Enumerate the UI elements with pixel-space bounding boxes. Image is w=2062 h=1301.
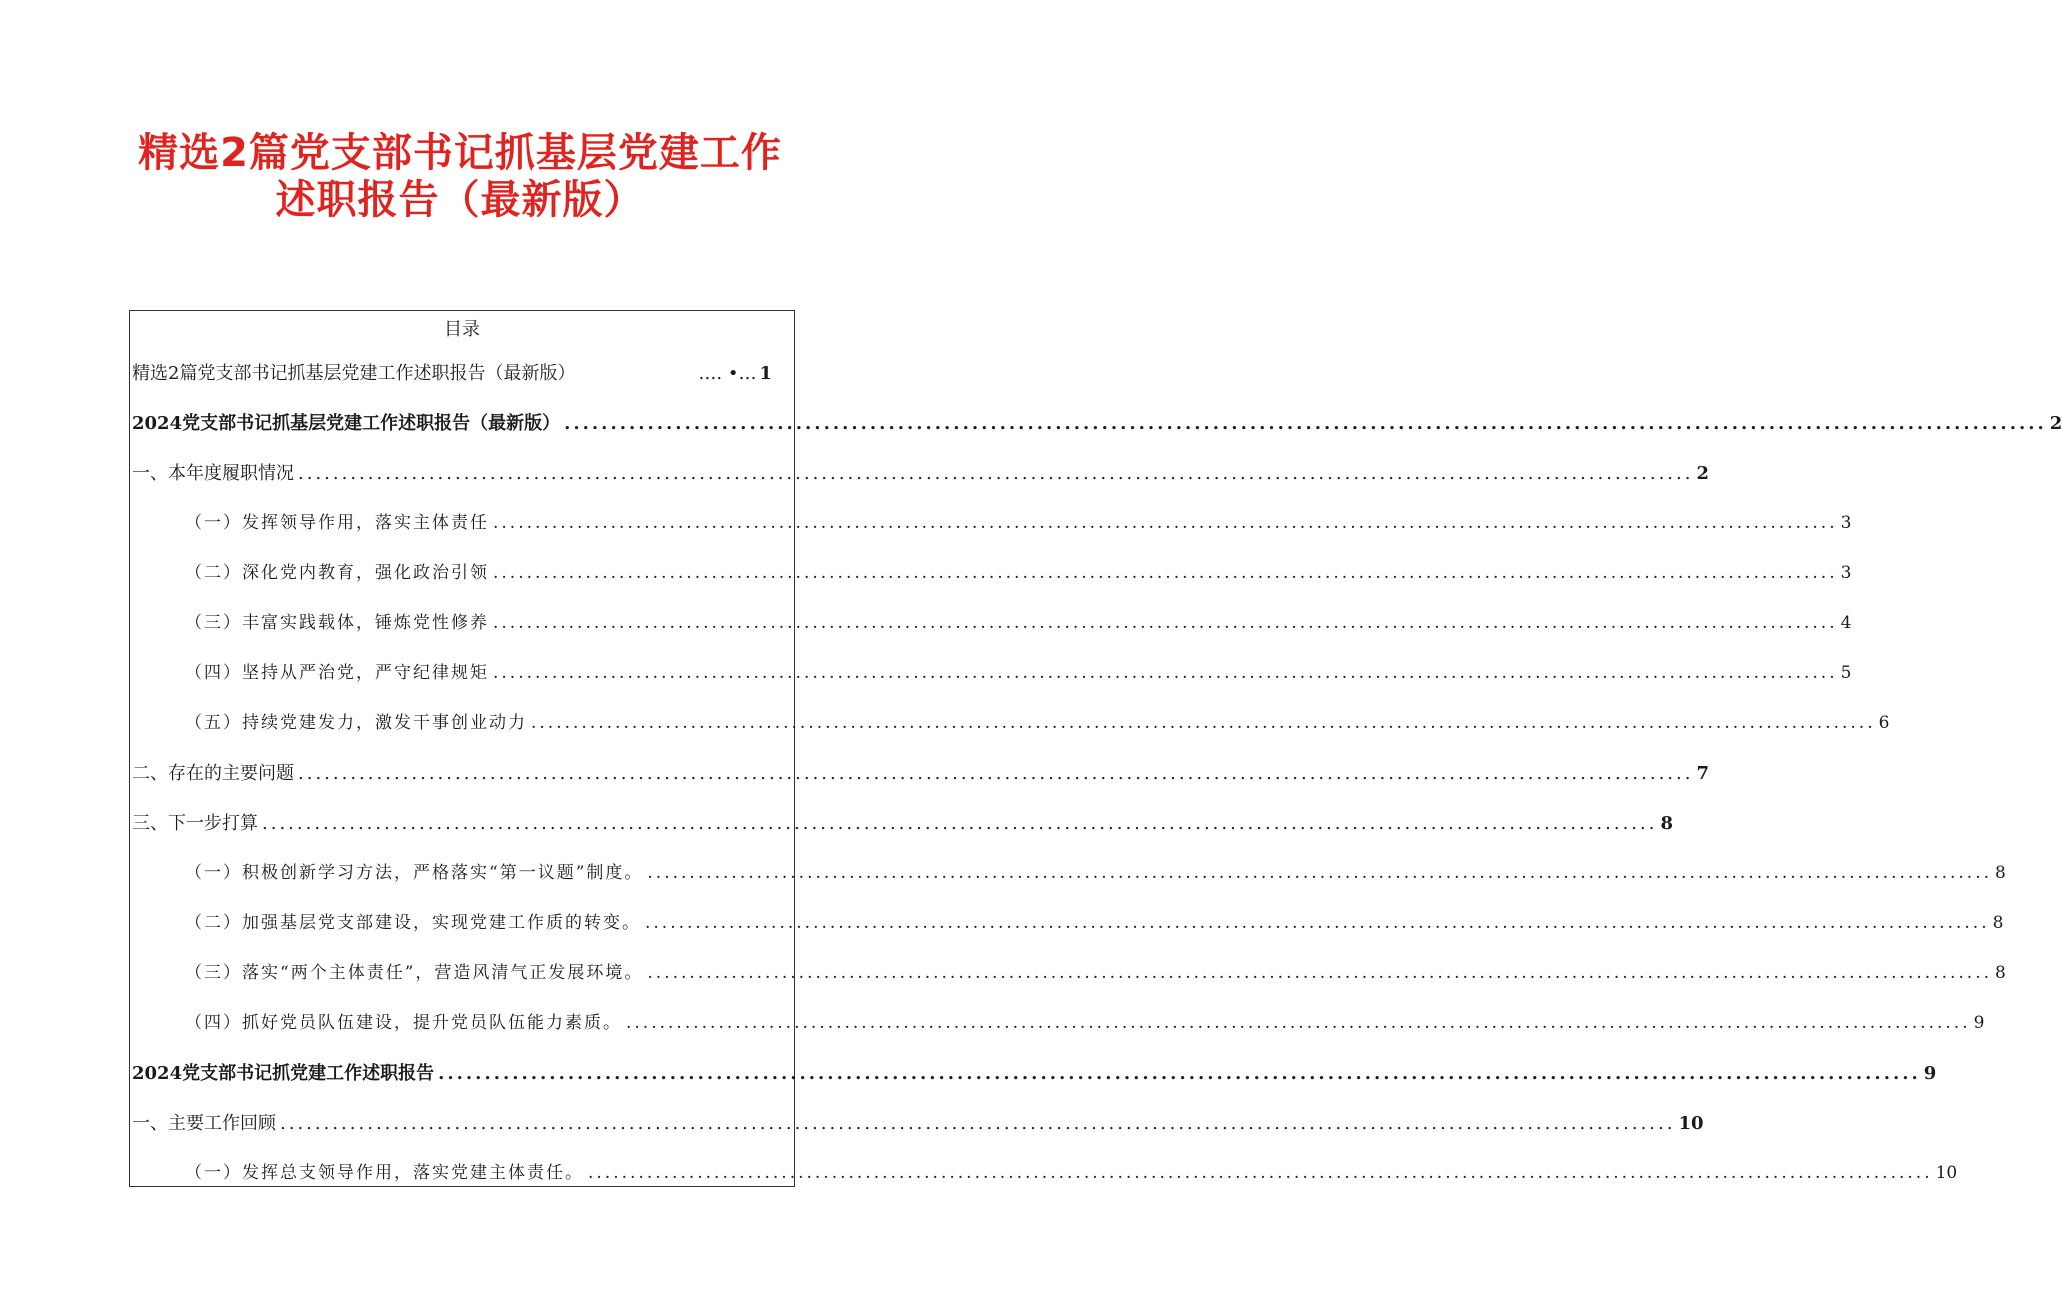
toc-entry[interactable]: [185, 563, 1852, 583]
toc-dot-leader: ................................................................................................................................................................: [438, 1063, 1921, 1084]
toc-dot-leader: ................................................................................................................................................................: [298, 463, 1694, 484]
toc-dot-leader: ................................................................................................................................................................: [493, 513, 1838, 533]
toc-entry[interactable]: [132, 463, 1709, 485]
toc-page-number: 9: [1923, 1063, 1937, 1084]
toc-page-number: 8: [1992, 913, 2004, 933]
toc-page-number: 8: [1995, 963, 2006, 983]
toc-entry-text: （一）积极创新学习方法，严格落实“第一议题”制度。: [185, 863, 644, 883]
toc-dot-leader: ................................................................................................................................................................: [588, 1163, 1933, 1183]
document-title-line-2: 述职报告（最新版）: [275, 177, 645, 223]
toc-entry[interactable]: [132, 1063, 1937, 1085]
toc-page-number: 10: [1935, 1163, 1958, 1183]
toc-entry[interactable]: [185, 713, 1890, 733]
toc-entry-text: 二、存在的主要问题: [132, 763, 294, 784]
toc-entry-text: 一、主要工作回顾: [132, 1113, 276, 1134]
toc-entry-text: 2024党支部书记抓党建工作述职报告: [132, 1063, 435, 1084]
toc-entry[interactable]: [185, 963, 2006, 983]
toc-page-number: 5: [1840, 663, 1852, 683]
toc-entry[interactable]: [132, 763, 1709, 785]
toc-entry[interactable]: [132, 413, 2062, 435]
toc-entry-text: 一、本年度履职情况: [132, 463, 294, 484]
toc-heading: 目录: [444, 319, 480, 340]
toc-entry[interactable]: [185, 863, 2006, 883]
toc-entry-text: （一）发挥领导作用，落实主体责任: [185, 513, 489, 533]
toc-entry-text: （一）发挥总支领导作用，落实党建主体责任。: [185, 1163, 584, 1183]
toc-dot-leader: ................................................................................................................................................................: [531, 713, 1876, 733]
toc-entry-text: （三）丰富实践载体，锤炼党性修养: [185, 613, 489, 633]
toc-page-number: 8: [1995, 863, 2006, 883]
toc-page-number: 4: [1840, 613, 1852, 633]
toc-entry[interactable]: [132, 1113, 1704, 1135]
toc-page-number: 6: [1878, 713, 1890, 733]
toc-page-number: 1: [759, 363, 772, 384]
toc-dot-leader: ................................................................................................................................................................: [280, 1113, 1676, 1134]
toc-dot-leader: ................................................................................................................................................................: [493, 613, 1838, 633]
toc-dot-leader: ................................................................................................................................................................: [564, 413, 2047, 434]
toc-entry[interactable]: [185, 613, 1852, 633]
toc-entry-text: （四）坚持从严治党，严守纪律规矩: [185, 663, 489, 683]
document-title-line-1: 精选2篇党支部书记抓基层党建工作: [138, 130, 782, 176]
toc-entry-text: 精选2篇党支部书记抓基层党建工作述职报告（最新版）: [132, 363, 576, 384]
toc-entry[interactable]: [185, 513, 1852, 533]
toc-entry[interactable]: [185, 913, 2004, 933]
toc-page-number: 2: [1696, 463, 1709, 484]
toc-entry-text: （五）持续党建发力，激发干事创业动力: [185, 713, 527, 733]
toc-dot-leader: ................................................................................................................................................................: [645, 913, 1990, 933]
toc-page-number: 8: [1660, 813, 1673, 834]
toc-entry-text: （四）抓好党员队伍建设，提升党员队伍能力素质。: [185, 1013, 622, 1033]
toc-entry-text: （三）落实“两个主体责任”，营造风清气正发展环境。: [185, 963, 644, 983]
toc-entry[interactable]: [185, 663, 1852, 683]
toc-entry[interactable]: [132, 363, 772, 385]
toc-dot-leader: ................................................................................................................................................................: [647, 963, 1992, 983]
toc-entry-text: 2024党支部书记抓基层党建工作述职报告（最新版）: [132, 413, 561, 434]
toc-entry[interactable]: [185, 1013, 1985, 1033]
toc-page-number: 2: [2049, 413, 2062, 434]
toc-page-number: 9: [1973, 1013, 1985, 1033]
toc-dot-leader: ................................................................................................................................................................: [626, 1013, 1971, 1033]
toc-entry[interactable]: [185, 1163, 1958, 1183]
toc-dot-leader: ................................................................................................................................................................: [298, 763, 1694, 784]
toc-dot-leader: ................................................................................................................................................................: [262, 813, 1658, 834]
table-of-contents: [129, 310, 2062, 1187]
toc-page-number: 10: [1678, 1113, 1704, 1134]
toc-entry-text: （二）加强基层党支部建设，实现党建工作质的转变。: [185, 913, 641, 933]
toc-page-number: 3: [1840, 513, 1852, 533]
toc-entry[interactable]: [132, 813, 1673, 835]
toc-dot-leader: ................................................................................................................................................................: [647, 863, 1992, 883]
toc-entry-text: 三、下一步打算: [132, 813, 258, 834]
toc-dot-leader: …. •…: [698, 363, 757, 384]
toc-page-number: 3: [1840, 563, 1852, 583]
toc-entry-text: （二）深化党内教育，强化政治引领: [185, 563, 489, 583]
toc-dot-leader: ................................................................................................................................................................: [493, 563, 1838, 583]
toc-page-number: 7: [1696, 763, 1709, 784]
toc-dot-leader: ................................................................................................................................................................: [493, 663, 1838, 683]
